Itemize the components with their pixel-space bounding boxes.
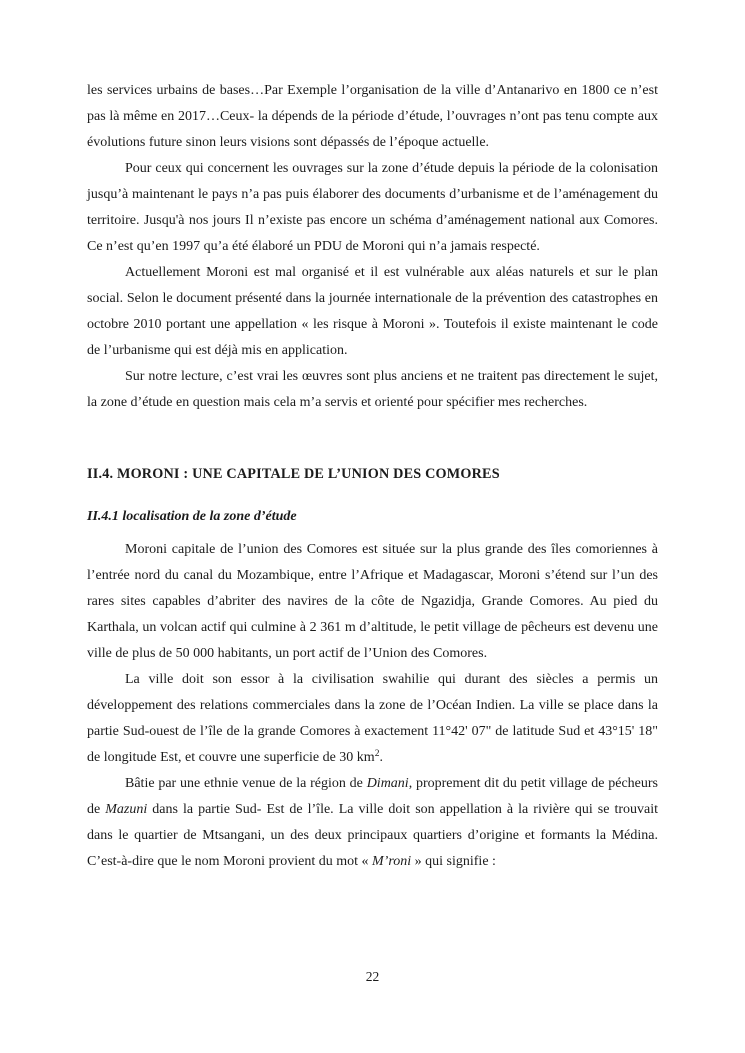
paragraph-text-run: » qui signifie : xyxy=(411,854,496,869)
section-heading: II.4. MORONI : UNE CAPITALE DE L’UNION DES COMORES xyxy=(87,466,500,482)
italic-term: M’roni xyxy=(372,854,412,869)
body-paragraph-4: Sur notre lecture, c’est vrai les œuvres sont plus anciens et ne traitent pas directement le sujet, la zone d’étude en question mais cela m’a servis et orienté pour spécifier mes recherches. xyxy=(87,369,658,410)
body-paragraph-7 xyxy=(87,771,658,875)
body-paragraph-1: les services urbains de bases…Par Exemple l’organisation de la ville d’Antanarivo en 1800 ce n’est pas là même en 2017…Ceux- la dépends de la période d’étude, l’ouvrages n’ont pas tenu compte aux évolutions future sinon leurs visions sont dépassés de l’époque actuelle. xyxy=(87,83,658,150)
superscript-exponent: 2 xyxy=(374,749,380,759)
paragraph-text-run: La ville doit son essor à la civilisation swahilie qui durant des siècles a permis un développement des relations commerciales dans la zone de l’Océan Indien. La ville se place dans la partie Sud-ouest de l’île de la grande Comores à exactement 11°42' 07" de latitude Sud et 43°15' 18" de longitude Est, et couvre une superficie de 30 km xyxy=(87,672,658,765)
body-paragraph-5: Moroni capitale de l’union des Comores est située sur la plus grande des îles comoriennes à l’entrée nord du canal du Mozambique, entre l’Afrique et Madagascar, Moroni s’étend sur l’un des rares sites capables d’abriter des navires de la côte de Ngazidja, Grande Comores. Au pied du Karthala, un volcan actif qui culmine à 2 361 m d’altitude, le petit village de pêcheurs est devenu une ville de plus de 50 000 habitants, un port actif de l’Union des Comores. xyxy=(87,542,658,661)
body-paragraph-6 xyxy=(87,667,658,771)
subsection-heading: II.4.1 localisation de la zone d’étude xyxy=(87,509,297,524)
italic-term: Dimani xyxy=(366,776,409,791)
body-paragraph-3: Actuellement Moroni est mal organisé et il est vulnérable aux aléas naturels et sur le plan social. Selon le document présenté dans la journée internationale de la prévention des catastrophes en octobre 2010 portant une appellation « les risque à Moroni ». Toutefois il existe maintenant le code de l’urbanisme qui est déjà mis en application. xyxy=(87,265,658,358)
body-paragraph-2: Pour ceux qui concernent les ouvrages sur la zone d’étude depuis la période de la colonisation jusqu’à maintenant le pays n’a pas puis élaborer des documents d’urbanisme et de l’aménagement du territoire. Jusqu'à nos jours Il n’existe pas encore un schéma d’aménagement national aux Comores. Ce n’est qu’en 1997 qu’a été élaboré un PDU de Moroni qui n’a jamais respecté. xyxy=(87,161,658,254)
paragraph-text-run: dans la partie Sud- Est de l’île. La ville doit son appellation à la rivière qui se trouvait dans le quartier de Mtsangani, un des deux principaux quartiers d’origine et formants la Médina. C’est-à-dire que le nom Moroni provient du mot « xyxy=(87,802,658,869)
page-number: 22 xyxy=(365,969,380,984)
paragraph-text-run: , proprement dit du petit village de pécheurs de xyxy=(87,776,658,817)
italic-term: Mazuni xyxy=(105,802,148,817)
page-footer xyxy=(0,968,745,986)
paragraph-text-run: Bâtie par une ethnie venue de la région de xyxy=(125,776,367,791)
paragraph-text-run: . xyxy=(379,750,383,765)
